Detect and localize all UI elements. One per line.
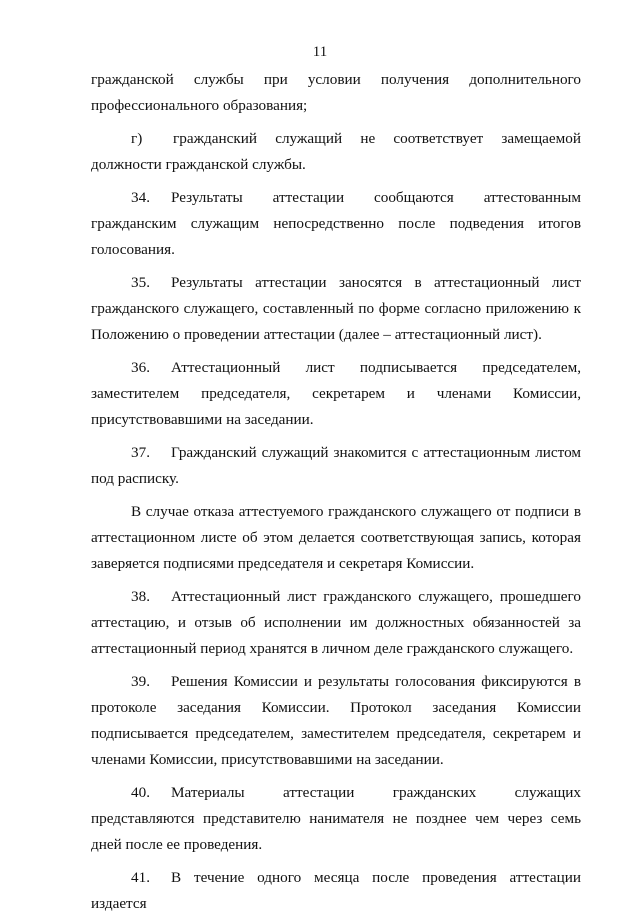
page-number: 11 [312,44,328,60]
paragraph-text: Аттестационный лист подписывается председателем, заместителем председателя, секретарем и членами Комиссии, присутствовавшими на заседании. [91,359,581,428]
item-number: 35. [131,274,150,291]
paragraph-35 [91,270,581,348]
item-number: 36. [131,359,150,376]
paragraph-34 [91,185,581,263]
paragraph-38 [91,584,581,662]
item-number: 41. [131,869,150,886]
item-number: 38. [131,588,150,605]
paragraph-39 [91,669,581,773]
paragraph-text: В случае отказа аттестуемого гражданского служащего от подписи в аттестационном листе об этом делается соответствующая запись, которая заверяется подписями председателя и секретаря Комиссии. [91,503,581,572]
paragraph-37-refusal [91,499,581,577]
item-number: 39. [131,673,150,690]
paragraph-36 [91,355,581,433]
item-number: г) [131,130,143,147]
paragraph-text: Аттестационный лист гражданского служащего, прошедшего аттестацию, и отзыв об исполнении им должностных обязанностей за аттестационный период хранятся в личном деле гражданского служащего. [91,588,581,657]
paragraph-text: Результаты аттестации заносятся в аттестационный лист гражданского служащего, составленный по форме согласно приложению к Положению о проведении аттестации (далее – аттестационный лист). [91,274,581,343]
paragraph-text: Результаты аттестации сообщаются аттестованным гражданским служащим непосредственно после подведения итогов голосования. [91,189,581,258]
document-body [91,67,581,924]
paragraph-41 [91,865,581,917]
paragraph-text: гражданской службы при условии получения дополнительного профессионального образования; [91,71,581,114]
paragraph-text: гражданский служащий не соответствует замещаемой должности гражданской службы. [91,130,581,173]
paragraph-text: В течение одного месяца после проведения аттестации издается [91,869,581,912]
paragraph-text: Решения Комиссии и результаты голосования фиксируются в протоколе заседания Комиссии. Протокол заседания Комиссии подписывается председателем, заместителем председателя, секретарем и членами Комиссии, присутствовавшими на заседании. [91,673,581,768]
item-number: 40. [131,784,150,801]
paragraph-item-g [91,126,581,178]
paragraph-40 [91,780,581,858]
paragraph-text: Материалы аттестации гражданских служащих представляются представителю нанимателя не позднее чем через семь дней после ее проведения. [91,784,581,853]
item-number: 37. [131,444,150,461]
paragraph-text: Гражданский служащий знакомится с аттестационным листом под расписку. [91,444,581,487]
paragraph-37 [91,440,581,492]
paragraph-continuation [91,67,581,119]
item-number: 34. [131,189,150,206]
